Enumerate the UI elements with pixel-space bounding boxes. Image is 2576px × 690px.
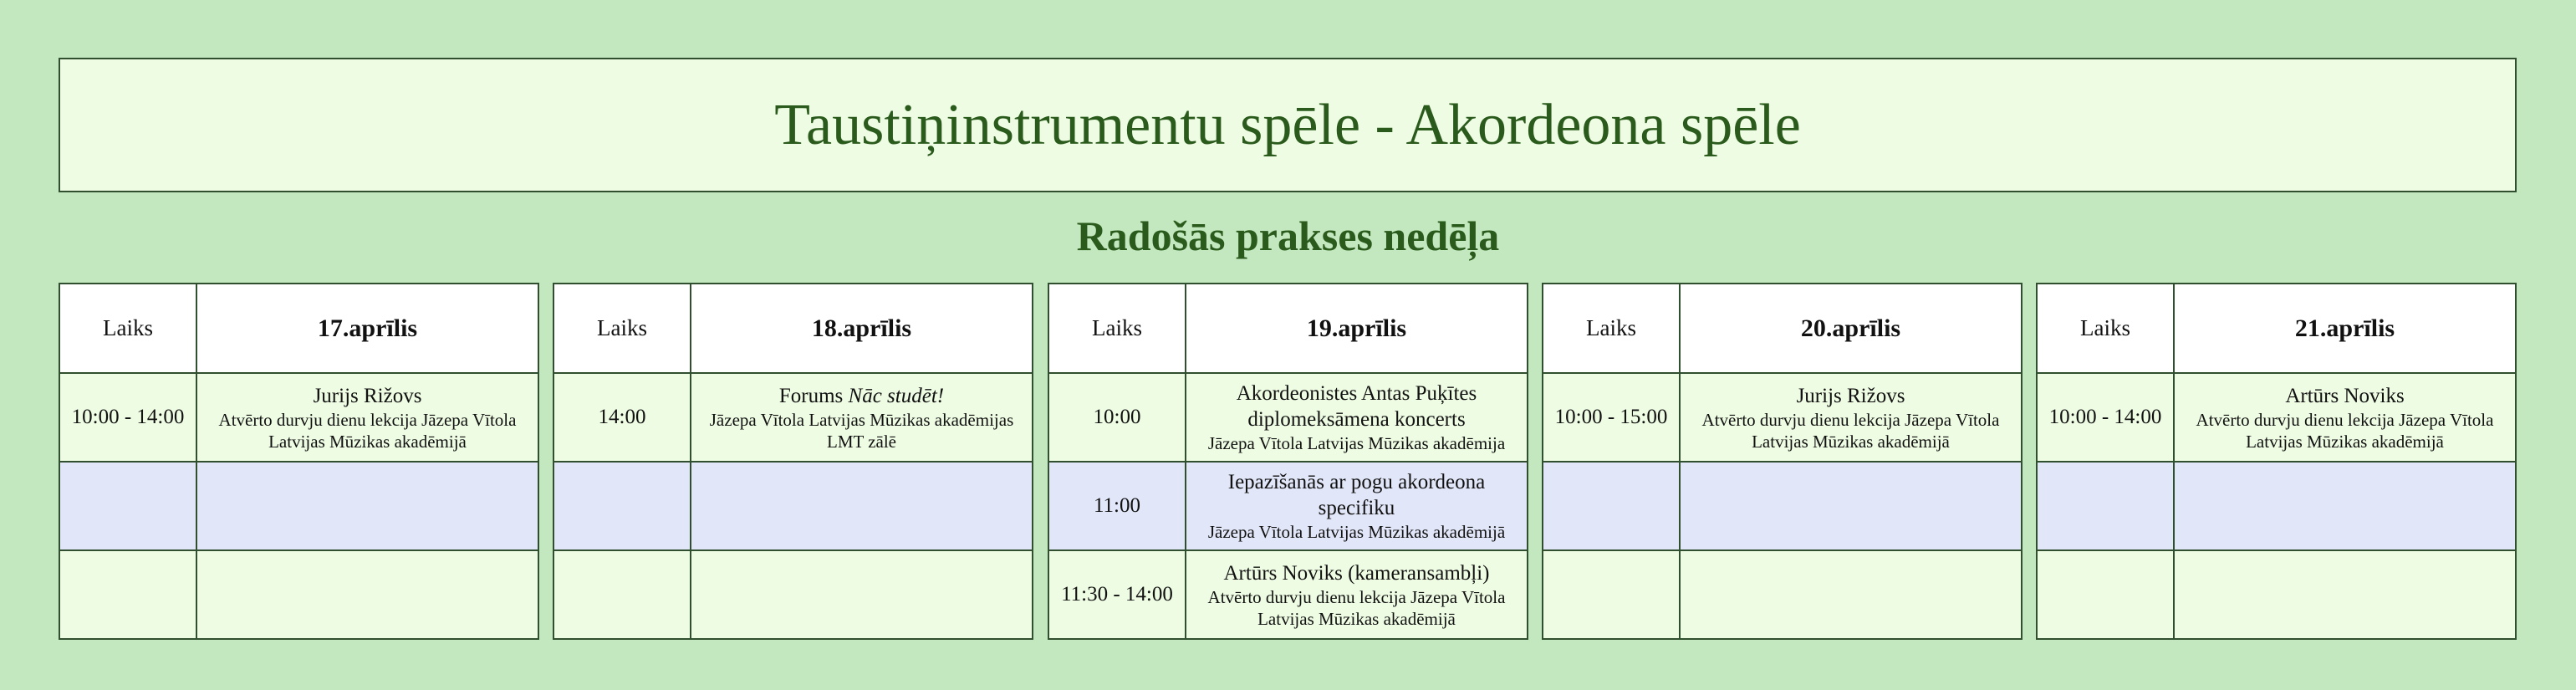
table-header-row [1543,284,2022,373]
event-title: Forums Nāc studēt! [778,384,945,407]
event-cell [691,462,1033,550]
time-cell: 10:00 - 14:00 [59,373,196,462]
schedule-table-day-2 [553,283,1033,640]
table-row [553,373,1033,462]
event-cell [1186,373,1528,462]
time-column-header: Laiks [553,284,691,373]
event-cell [196,550,538,639]
table-row [1048,462,1528,550]
date-header: 21.aprīlis [2174,284,2516,373]
time-cell [553,462,691,550]
time-column-header: Laiks [1048,284,1186,373]
table-row [59,373,538,462]
schedule-table-day-1 [59,283,539,640]
table-header-row [2037,284,2516,373]
event-cell [2174,550,2516,639]
event-cell [196,462,538,550]
date-header: 20.aprīlis [1680,284,2022,373]
table-header-row [1048,284,1528,373]
time-cell [553,550,691,639]
table-row [553,462,1033,550]
event-location: Jāzepa Vītola Latvijas Mūzikas akadēmija [1207,433,1506,453]
event-cell [1680,462,2022,550]
time-cell [59,462,196,550]
time-cell: 10:00 [1048,373,1186,462]
table-row [1048,373,1528,462]
event-cell [1680,550,2022,639]
time-cell [2037,462,2174,550]
time-cell: 10:00 - 14:00 [2037,373,2174,462]
date-header: 18.aprīlis [691,284,1033,373]
table-row [553,550,1033,639]
table-row [59,462,538,550]
table-row [1543,373,2022,462]
time-cell [1543,462,1680,550]
table-row [2037,462,2516,550]
schedule-table-day-3 [1048,283,1528,640]
date-header: 17.aprīlis [196,284,538,373]
time-column-header: Laiks [59,284,196,373]
schedule-table-day-4 [1542,283,2023,640]
table-row [1048,550,1528,639]
time-column-header: Laiks [1543,284,1680,373]
time-cell: 11:00 [1048,462,1186,550]
table-row [59,550,538,639]
event-title: Akordeonistes Antas Puķītes diplomeksāmena koncerts [1236,382,1477,431]
event-location: Atvērto durvju dienu lekcija Jāzepa Vītola Latvijas Mūzikas akadēmijā [2196,409,2494,452]
event-title: Jurijs Rižovs [313,384,422,407]
time-cell: 14:00 [553,373,691,462]
page-title: Taustiņinstrumentu spēle - Akordeona spēle [774,92,1801,157]
event-cell [2174,373,2516,462]
time-column-header: Laiks [2037,284,2174,373]
event-title: Artūrs Noviks [2285,384,2405,407]
table-row [1543,550,2022,639]
event-cell [196,373,538,462]
time-cell [59,550,196,639]
table-row [1543,462,2022,550]
event-cell [2174,462,2516,550]
event-title: Iepazīšanās ar pogu akordeona specifiku [1227,471,1486,519]
schedule-table-day-5 [2036,283,2517,640]
event-title: Jurijs Rižovs [1796,384,1905,407]
table-header-row [59,284,538,373]
time-cell [2037,550,2174,639]
event-cell [1186,462,1528,550]
title-banner [59,58,2517,192]
event-title: Artūrs Noviks (kameransambļi) [1223,561,1490,585]
event-location: Atvērto durvju dienu lekcija Jāzepa Vītola Latvijas Mūzikas akadēmijā [1701,409,2000,452]
event-cell [691,373,1033,462]
event-location: Jāzepa Vītola Latvijas Mūzikas akadēmijas LMT zālē [709,409,1014,452]
event-cell [1680,373,2022,462]
event-location: Atvērto durvju dienu lekcija Jāzepa Vītola Latvijas Mūzikas akadēmijā [1207,586,1506,629]
event-cell [1186,550,1528,639]
event-location: Atvērto durvju dienu lekcija Jāzepa Vītola Latvijas Mūzikas akadēmijā [218,409,517,452]
page-subtitle: Radošās prakses nedēļa [1076,212,1500,259]
table-row [2037,373,2516,462]
time-cell: 10:00 - 15:00 [1543,373,1680,462]
date-header: 19.aprīlis [1186,284,1528,373]
table-row [2037,550,2516,639]
table-header-row [553,284,1033,373]
event-cell [691,550,1033,639]
event-location: Jāzepa Vītola Latvijas Mūzikas akadēmijā [1207,522,1506,542]
time-cell: 11:30 - 14:00 [1048,550,1186,639]
time-cell [1543,550,1680,639]
